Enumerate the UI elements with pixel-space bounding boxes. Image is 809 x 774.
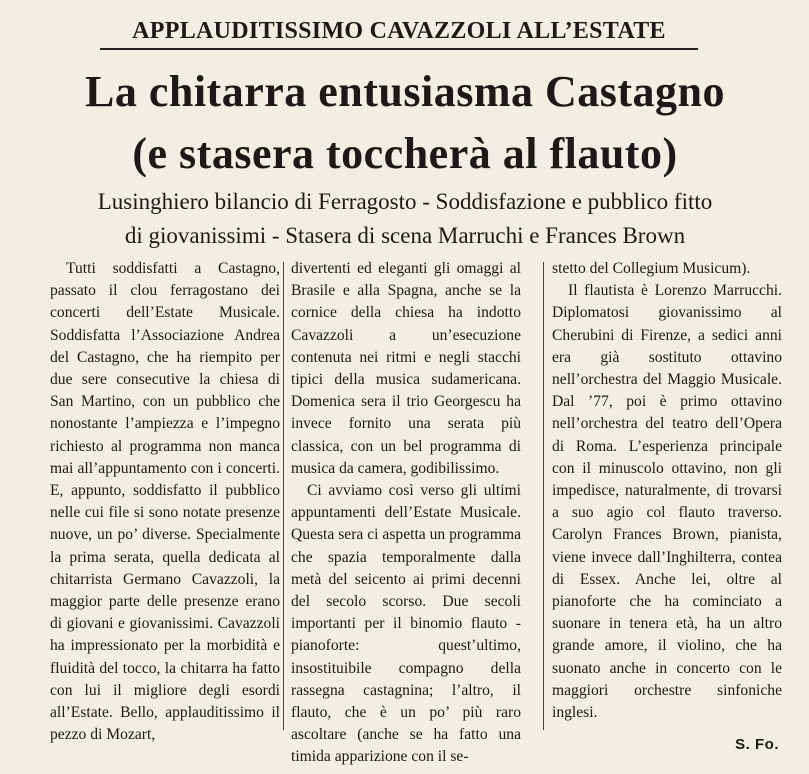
author-signature: S. Fo.	[735, 736, 779, 753]
kicker-bar	[100, 10, 698, 50]
article-column-2	[291, 258, 521, 769]
headline-line-2: (e stasera toccherà al flauto)	[132, 129, 678, 178]
paragraph: stetto del Collegium Musicum).	[552, 260, 751, 277]
article-column-3	[552, 258, 782, 724]
paragraph: Il flautista è Lorenzo Marrucchi. Diplomatosi giovanissimo al Cherubini di Firenze, a sedici anni era già sostituto ottavino nell’orchestra del Maggio Musicale. Dal ’77, poi è primo ottavino nell’orchestra del teatro dell’Opera di Roma. L’esperienza principale con il minuscolo ottavino, non gli impedisce, naturalmente, di trovarsi a suo agio col flauto traverso. Carolyn Frances Brown, pianista, viene invece dall’Inghilterra, contea di Essex. Anche lei, oltre al pianoforte che ha cominciato a suonare in tenera età, ha un altro grande amore, il violino, che ha suonato anche in concerto con le maggiori orchestre sinfoniche inglesi.	[552, 282, 782, 722]
paragraph: Tutti soddisfatti a Castagno, passato il clou ferragostano dei concerti dell’Estate Musicale. Soddisfatta l’Associazione Andrea del Castagno, che ha riempito per due sere consecutive la chiesa di San Martino, con un pubblico che nonostante l’ampiezza e l’impegno richiesto al programma non manca mai all’appuntamento con i concerti. E, appunto, soddisfatto il pubblico nelle cui file si sono notate presenze nuove, un po’ diverse. Specialmente la prima serata, quella dedicata al chitarrista Germano Cavazzoli, la maggior parte delle presenze erano di giovani e giovanissimi. Cavazzoli ha impressionato per la morbidità e fluidità del tocco, la chitarra ha fatto con lui il migliore degli esordi all’Estate. Bello, applauditissimo il pezzo di Mozart,	[50, 260, 280, 744]
subhead-line-2: di giovanissimi - Stasera di scena Marruchi e Frances Brown	[124, 223, 686, 248]
article-column-1	[50, 258, 280, 746]
headline-line-1: La chitarra entusiasma Castagno	[84, 67, 726, 116]
paragraph: Ci avviamo così verso gli ultimi appuntamenti dell’Estate Musicale. Questa sera ci aspetta un programma che spazia temporalmente dalla metà del seicento ai primi decenni del secolo scorso. Due secoli importanti per il binomio flauto - pianoforte: quest’ultimo, insostituibile compagno della rassegna castagnina; l’altro, il flauto, che è un po’ più raro ascoltare (anche se ha fatto una timida apparizione con il se-	[291, 482, 521, 766]
column-divider-1	[283, 262, 284, 730]
paragraph: divertenti ed eleganti gli omaggi al Brasile e alla Spagna, anche se la cornice della chiesa ha indotto Cavazzoli a un’esecuzione contenuta nei ritmi e negli stacchi tipici della musica sudamericana. Domenica sera il trio Georgescu ha invece fornito una serata più classica, con un bel programma di musica da camera, godibilissimo.	[291, 260, 521, 477]
kicker: APPLAUDITISSIMO CAVAZZOLI ALL’ESTATE	[132, 18, 666, 44]
subhead-line-1: Lusinghiero bilancio di Ferragosto - Soddisfazione e pubblico fitto	[97, 189, 713, 214]
column-divider-2	[543, 262, 544, 730]
